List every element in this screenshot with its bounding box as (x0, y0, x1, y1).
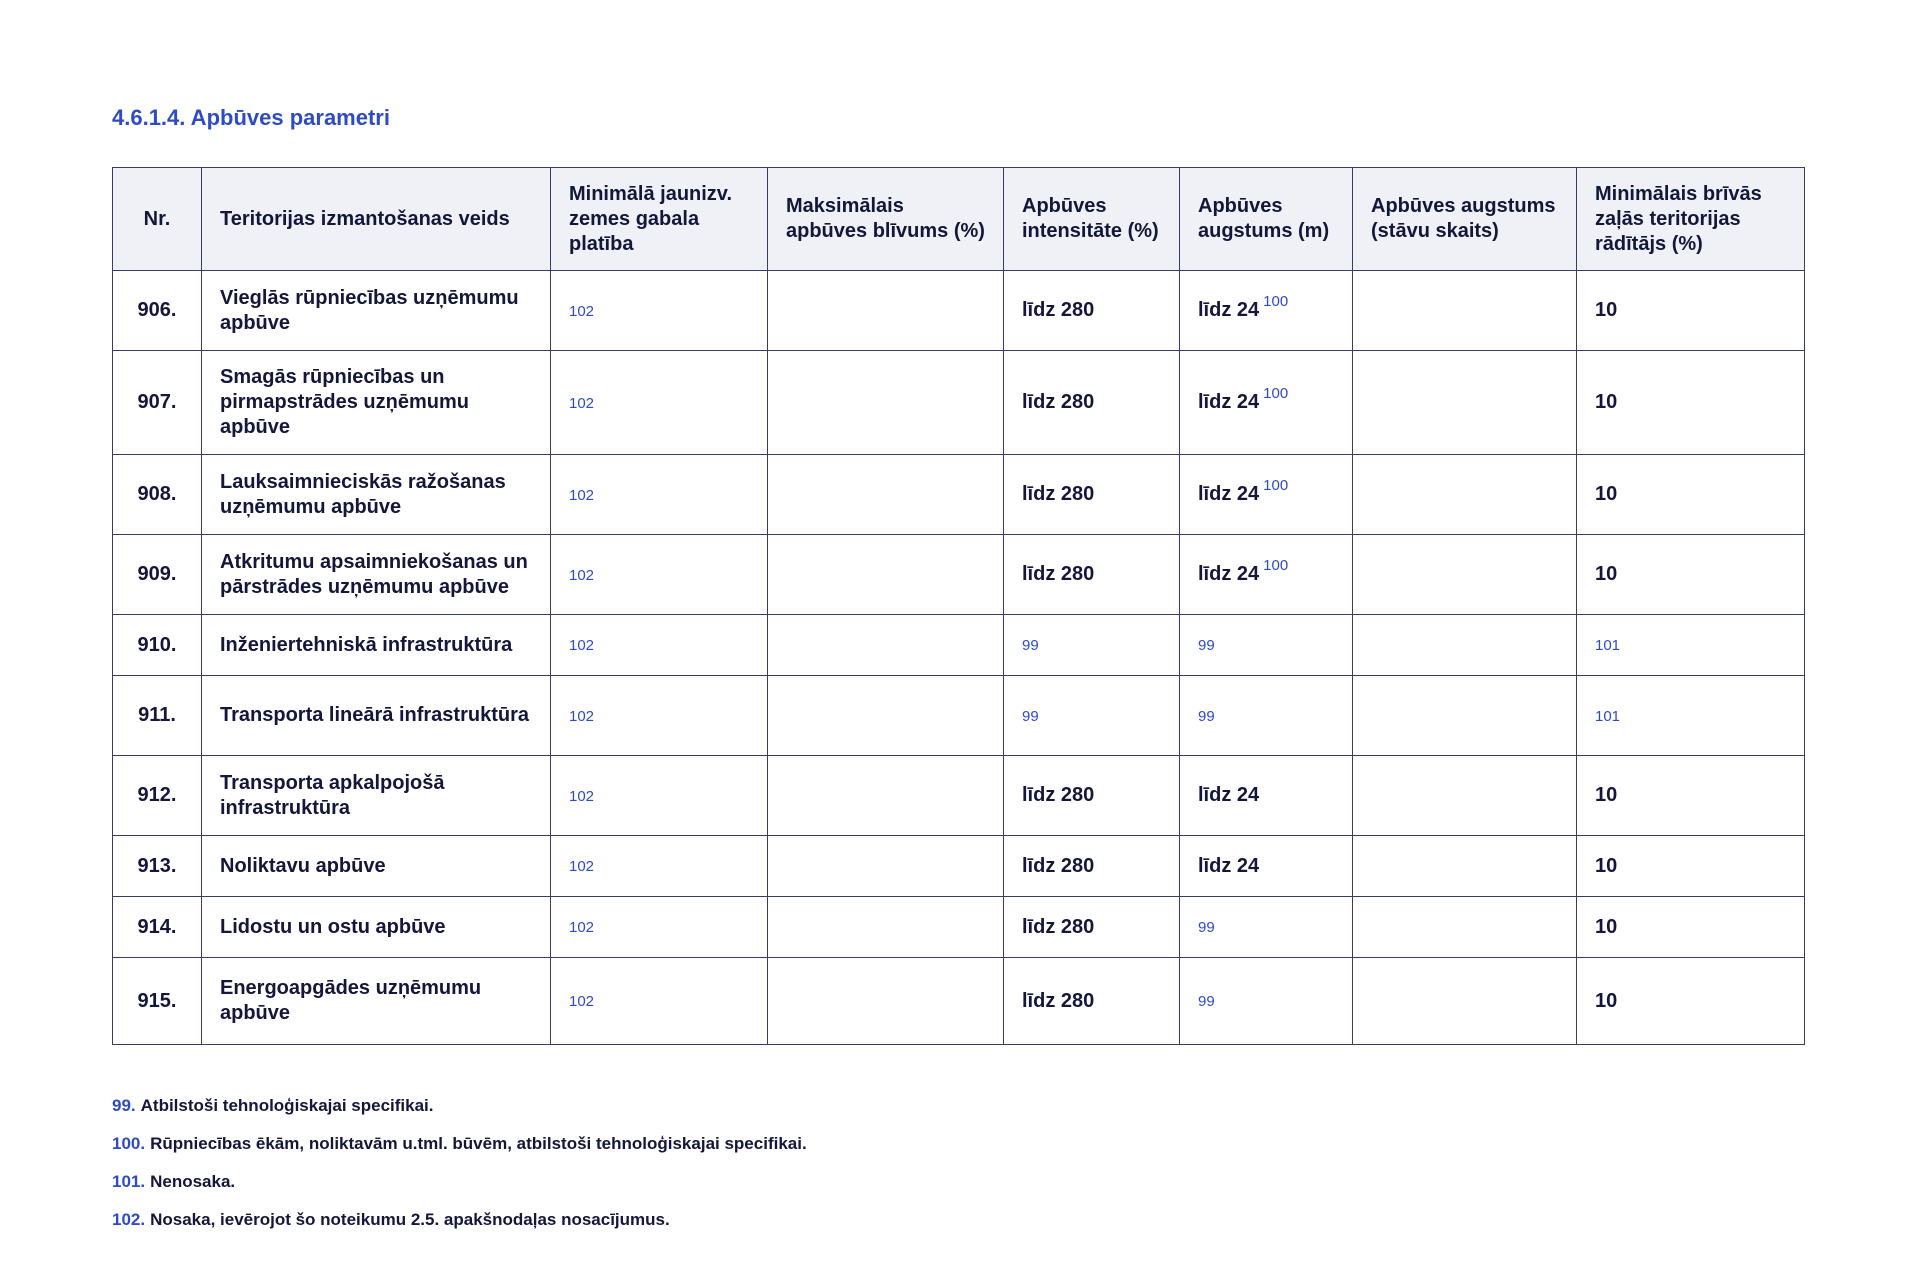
footnote-number: 100. (112, 1134, 146, 1153)
footnote-text: Rūpniecības ēkām, noliktavām u.tml. būvēm, atbilstoši tehnoloģiskajai specifikai. (150, 1134, 807, 1153)
footnote-ref[interactable]: 102 (569, 486, 595, 504)
row-floors (1353, 676, 1577, 756)
row-max-density (768, 897, 1004, 958)
row-height-m (1180, 535, 1353, 615)
row-green: 10 (1577, 756, 1805, 836)
table-row (113, 535, 1805, 615)
footnote-ref[interactable]: 100 (1263, 385, 1289, 402)
footnote-99 (112, 1096, 1712, 1116)
row-land-use: Inženiertehniskā infrastruktūra (202, 615, 551, 676)
row-nr: 914. (113, 897, 202, 958)
header-min-green: Minimālais brīvās zaļās teritorijas rādītājs (%) (1577, 168, 1805, 271)
footnote-text: Atbilstoši tehnoloģiskajai specifikai. (140, 1096, 434, 1115)
header-intensity: Apbūves intensitāte (%) (1004, 168, 1180, 271)
table-row (113, 615, 1805, 676)
row-intensity: līdz 280 (1004, 271, 1180, 351)
footnote-ref[interactable]: 102 (569, 637, 595, 654)
row-green: 10 (1577, 271, 1805, 351)
footnote-text: Nosaka, ievērojot šo noteikumu 2.5. apakšnodaļas nosacījumus. (150, 1210, 670, 1229)
footnote-ref[interactable]: 100 (1263, 477, 1289, 494)
footnote-ref[interactable]: 102 (569, 919, 595, 936)
row-intensity: līdz 280 (1004, 958, 1180, 1045)
row-max-density (768, 351, 1004, 455)
footnote-ref[interactable]: 99 (1022, 637, 1039, 654)
row-min-area (551, 676, 768, 756)
row-min-area (551, 535, 768, 615)
footnote-ref[interactable]: 102 (569, 566, 595, 584)
row-land-use: Lidostu un ostu apbūve (202, 897, 551, 958)
header-height-floors: Apbūves augstums (stāvu skaits) (1353, 168, 1577, 271)
row-height-m: līdz 24 (1180, 756, 1353, 836)
row-floors (1353, 756, 1577, 836)
row-height-m (1180, 455, 1353, 535)
header-nr: Nr. (113, 168, 202, 271)
footnote-ref[interactable]: 102 (569, 707, 595, 725)
row-green: 10 (1577, 836, 1805, 897)
header-min-plot-area: Minimālā jaunizv. zemes gabala platība (551, 168, 768, 271)
row-min-area (551, 351, 768, 455)
row-nr: 908. (113, 455, 202, 535)
footnote-ref[interactable]: 99 (1198, 993, 1215, 1010)
row-floors (1353, 615, 1577, 676)
row-land-use: Transporta apkalpojošā infrastruktūra (202, 756, 551, 836)
row-min-area (551, 958, 768, 1045)
row-max-density (768, 271, 1004, 351)
row-height-m (1180, 676, 1353, 756)
footnote-number: 99. (112, 1096, 136, 1115)
row-max-density (768, 958, 1004, 1045)
height-value: līdz 24 (1198, 299, 1260, 321)
footnote-ref[interactable]: 102 (569, 394, 595, 412)
row-intensity: līdz 280 (1004, 836, 1180, 897)
row-floors (1353, 271, 1577, 351)
row-max-density (768, 535, 1004, 615)
row-intensity: līdz 280 (1004, 351, 1180, 455)
footnote-ref[interactable]: 99 (1022, 707, 1039, 725)
table-row (113, 676, 1805, 756)
row-nr: 910. (113, 615, 202, 676)
footnote-ref[interactable]: 100 (1263, 557, 1289, 574)
row-min-area (551, 615, 768, 676)
building-parameters-table (112, 167, 1805, 1045)
footnote-number: 101. (112, 1172, 146, 1191)
row-min-area (551, 756, 768, 836)
footnote-ref[interactable]: 102 (569, 302, 595, 320)
row-green (1577, 676, 1805, 756)
footnote-101 (112, 1172, 1712, 1192)
row-height-m: līdz 24 (1180, 836, 1353, 897)
footnote-ref[interactable]: 99 (1198, 707, 1215, 725)
row-intensity: līdz 280 (1004, 756, 1180, 836)
row-nr: 913. (113, 836, 202, 897)
row-nr: 915. (113, 958, 202, 1045)
row-min-area (551, 897, 768, 958)
row-height-m (1180, 271, 1353, 351)
footnote-text: Nenosaka. (150, 1172, 236, 1191)
row-height-m (1180, 351, 1353, 455)
footnote-ref[interactable]: 101 (1595, 707, 1621, 725)
row-intensity: līdz 280 (1004, 535, 1180, 615)
row-floors (1353, 455, 1577, 535)
row-floors (1353, 958, 1577, 1045)
footnote-ref[interactable]: 102 (569, 787, 595, 805)
table-row (113, 271, 1805, 351)
footnote-102 (112, 1210, 1712, 1230)
row-floors (1353, 351, 1577, 455)
row-max-density (768, 615, 1004, 676)
row-floors (1353, 836, 1577, 897)
table-row (113, 958, 1805, 1045)
row-min-area (551, 455, 768, 535)
row-intensity (1004, 615, 1180, 676)
row-intensity (1004, 676, 1180, 756)
row-green: 10 (1577, 535, 1805, 615)
row-floors (1353, 535, 1577, 615)
row-height-m (1180, 958, 1353, 1045)
row-max-density (768, 756, 1004, 836)
row-intensity: līdz 280 (1004, 897, 1180, 958)
section-heading: 4.6.1.4. Apbūves parametri (112, 105, 390, 130)
footnote-ref[interactable]: 102 (569, 993, 595, 1010)
table-row (113, 756, 1805, 836)
row-height-m (1180, 615, 1353, 676)
header-height-m: Apbūves augstums (m) (1180, 168, 1353, 271)
footnote-ref[interactable]: 99 (1198, 919, 1215, 936)
footnote-number: 102. (112, 1210, 146, 1229)
row-nr: 909. (113, 535, 202, 615)
row-green (1577, 615, 1805, 676)
row-nr: 911. (113, 676, 202, 756)
table-row (113, 836, 1805, 897)
footnote-ref[interactable]: 100 (1263, 293, 1289, 310)
row-land-use: Transporta lineārā infrastruktūra (202, 676, 551, 756)
row-land-use: Vieglās rūpniecības uzņēmumu apbūve (202, 271, 551, 351)
table-row (113, 351, 1805, 455)
row-height-m (1180, 897, 1353, 958)
table-row (113, 455, 1805, 535)
height-value: līdz 24 (1198, 563, 1260, 585)
row-land-use: Noliktavu apbūve (202, 836, 551, 897)
footnotes (112, 1096, 1712, 1248)
header-max-density: Maksimālais apbūves blīvums (%) (768, 168, 1004, 271)
row-land-use: Atkritumu apsaimniekošanas un pārstrādes uzņēmumu apbūve (202, 535, 551, 615)
row-max-density (768, 455, 1004, 535)
row-intensity: līdz 280 (1004, 455, 1180, 535)
row-land-use: Energoapgādes uzņēmumu apbūve (202, 958, 551, 1045)
row-land-use: Smagās rūpniecības un pirmapstrādes uzņēmumu apbūve (202, 351, 551, 455)
row-green: 10 (1577, 897, 1805, 958)
row-min-area (551, 836, 768, 897)
height-value: līdz 24 (1198, 483, 1260, 505)
footnote-ref[interactable]: 102 (569, 858, 595, 875)
table-row (113, 897, 1805, 958)
row-max-density (768, 836, 1004, 897)
row-floors (1353, 897, 1577, 958)
row-nr: 906. (113, 271, 202, 351)
row-land-use: Lauksaimnieciskās ražošanas uzņēmumu apbūve (202, 455, 551, 535)
row-green: 10 (1577, 351, 1805, 455)
table-header-row (113, 168, 1805, 271)
header-land-use: Teritorijas izmantošanas veids (202, 168, 551, 271)
footnote-ref[interactable]: 99 (1198, 637, 1215, 654)
row-max-density (768, 676, 1004, 756)
row-green: 10 (1577, 958, 1805, 1045)
row-min-area (551, 271, 768, 351)
footnote-ref[interactable]: 101 (1595, 637, 1621, 654)
row-green: 10 (1577, 455, 1805, 535)
row-nr: 912. (113, 756, 202, 836)
footnote-100 (112, 1134, 1712, 1154)
row-nr: 907. (113, 351, 202, 455)
height-value: līdz 24 (1198, 391, 1260, 413)
